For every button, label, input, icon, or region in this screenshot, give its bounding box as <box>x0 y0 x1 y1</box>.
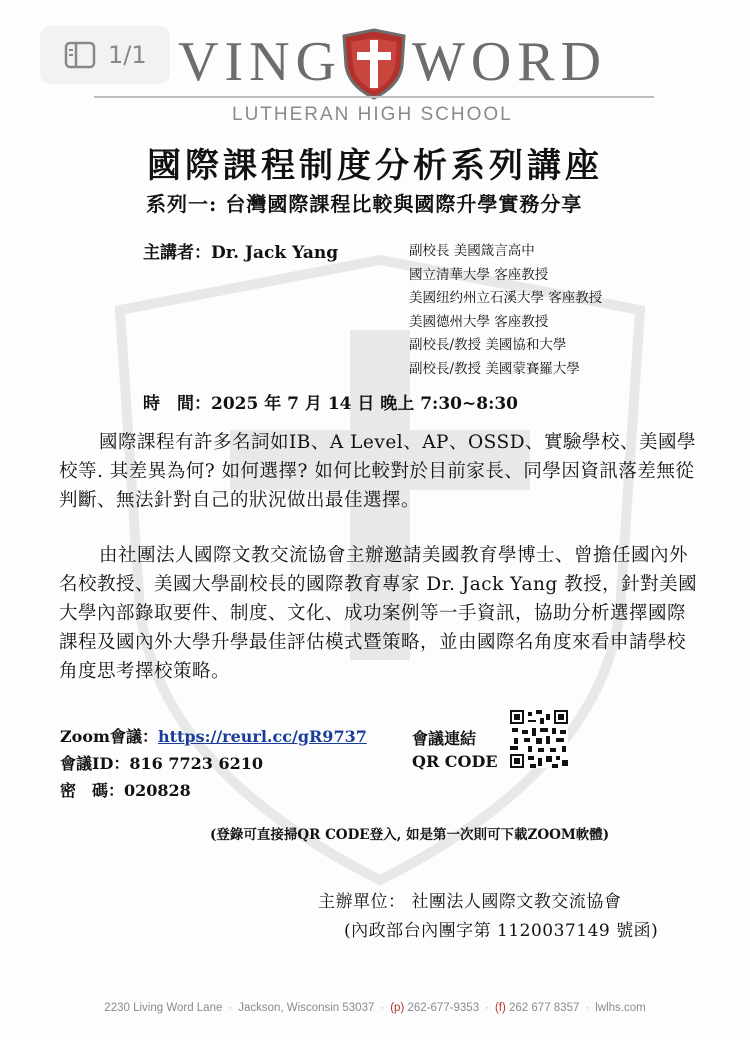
footer-contact: 2230 Living Word Lane · Jackson, Wisconsin 53037 · (p) 262-677-9353 · (f) 262 677 8357 · lwlhs.com <box>104 1002 646 1014</box>
footer-fax: 262 677 8357 <box>509 1002 580 1014</box>
logo-text-right: WORD <box>412 31 608 93</box>
time-label: 時 間： <box>143 394 211 414</box>
footer-phone: 262-677-9353 <box>407 1002 480 1014</box>
meeting-id-label: 會議ID： <box>60 754 130 773</box>
meeting-link-label: 會議連結 <box>412 729 477 748</box>
description-paragraph: 由社團法人國際文教交流協會主辦邀請美國教育學博士、曾擔任國內外名校教授、美國大學副校長的國際教育專家 Dr. Jack Yang 教授，針對美國大學內部錄取要件、制度、文化、成功案例等一手資訊，協助分析選擇國際課程及國內外大學升學最佳評估模式暨策略，並由國際名角度來看申請學校角度思考擇校策略。 <box>59 545 698 682</box>
login-note: (登錄可直接掃QR CODE登入, 如是第一次則可下載ZOOM軟體) <box>210 827 610 843</box>
credential-item: 副校長/教授 美國協和大學 <box>409 337 567 353</box>
sidebar-icon <box>64 41 96 69</box>
credential-item: 美國纽约州立石溪大學 客座教授 <box>409 290 603 306</box>
speaker-credentials <box>409 240 602 381</box>
page-indicator-text: 1/1 <box>108 41 147 69</box>
speaker-label: 主講者： <box>143 243 211 263</box>
credential-item: 美國德州大學 客座教授 <box>409 313 549 330</box>
zoom-link-label: Zoom會議： <box>60 727 158 746</box>
time-value: 2025 年 7 月 14 日 晚上 7:30~8:30 <box>211 394 518 414</box>
zoom-meeting-link[interactable]: https://reurl.cc/gR9737 <box>157 727 367 746</box>
page-subtitle: 系列一: 台灣國際課程比較與國際升學實務分享 <box>146 192 583 216</box>
password-value: 020828 <box>124 781 191 800</box>
footer-fax-label: (f) <box>494 1002 506 1014</box>
meeting-id-value: 816 7723 6210 <box>129 754 263 773</box>
credential-item: 國立清華大學 客座教授 <box>409 266 549 283</box>
event-time <box>143 389 518 414</box>
password-label: 密 碼： <box>60 781 125 800</box>
page-title: 國際課程制度分析系列講座 <box>147 146 603 186</box>
logo-divider <box>94 96 654 98</box>
footer-city: Jackson, Wisconsin 53037 <box>238 1002 375 1014</box>
page-indicator-badge[interactable] <box>40 26 170 84</box>
logo-subtitle: LUTHERAN HIGH SCHOOL <box>232 104 513 125</box>
footer-phone-label: (p) <box>390 1002 405 1014</box>
footer-website[interactable]: lwlhs.com <box>595 1002 646 1014</box>
password-row <box>60 778 191 801</box>
shield-cross-icon <box>341 28 407 100</box>
zoom-link-row <box>60 724 367 747</box>
organizer-registration: (內政部台內團字第 1120037149 號函) <box>344 921 659 941</box>
credential-item: 副校長/教授 美國蒙賽羅大學 <box>409 360 580 377</box>
speaker-line <box>143 238 338 263</box>
qr-code-label: QR CODE <box>412 752 498 771</box>
speaker-name: Dr. Jack Yang <box>211 243 339 263</box>
footer-address: 2230 Living Word Lane <box>104 1002 223 1014</box>
credential-item: 副校長 美國箴言高中 <box>409 243 535 259</box>
qr-code-icon[interactable] <box>510 710 568 768</box>
organizer: 主辦單位： 社團法人國際文教交流協會 <box>318 892 622 912</box>
intro-paragraph: 國際課程有許多名詞如IB、A Level、AP、OSSD、實驗學校、美國學校等. 其差異為何? 如何選擇? 如何比較對於目前家長、同學因資訊落差無從判斷、無法針對自己的狀況做出最佳選擇。 <box>59 432 697 511</box>
logo-text-left: VING <box>178 31 342 93</box>
meeting-id-row <box>60 751 263 774</box>
